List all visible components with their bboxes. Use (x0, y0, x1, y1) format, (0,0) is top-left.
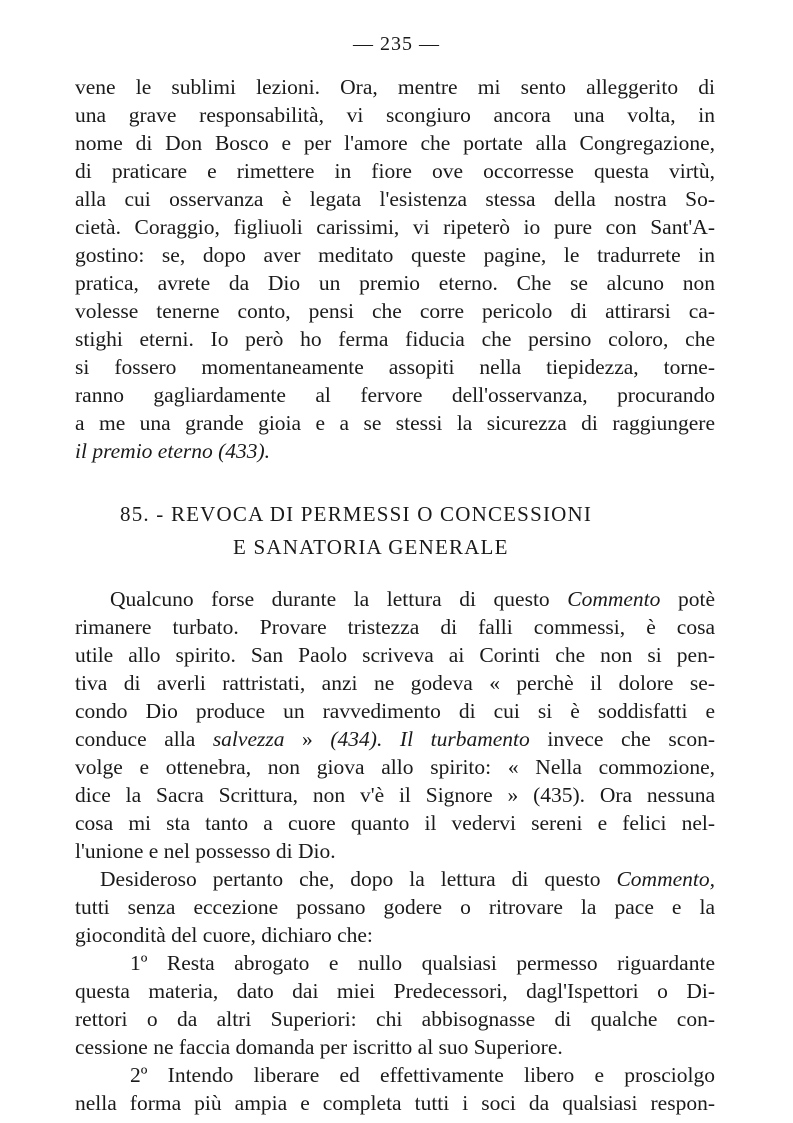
text-line: gostino: se, dopo aver meditato queste pagine, le tradurrete in (75, 243, 715, 267)
text-line: volge e ottenebra, non giova allo spirito: « Nella commozione, (75, 755, 715, 779)
text-line: nella forma più ampia e completa tutti i soci da qualsiasi respon- (75, 1091, 715, 1115)
text-line: nome di Don Bosco e per l'amore che portate alla Congregazione, (75, 131, 715, 155)
text-line: volesse tenerne conto, pensi che corre pericolo di attirarsi ca- (75, 299, 715, 323)
text-line: rettori o da altri Superiori: chi abbisognasse di qualche con- (75, 1007, 715, 1031)
text-line: si fossero momentaneamente assopiti nella tiepidezza, torne- (75, 355, 715, 379)
page-number: — 235 — (353, 33, 440, 55)
section-heading: 85. - REVOCA DI PERMESSI O CONCESSIONI (120, 502, 593, 526)
text-line: pratica, avrete da Dio un premio eterno. Che se alcuno non (75, 271, 715, 295)
text-line: utile allo spirito. San Paolo scriveva ai Corinti che non si pen- (75, 643, 715, 667)
text-line: cosa mi sta tanto a cuore quanto il vedervi sereni e felici nel- (75, 811, 715, 835)
text-line: cietà. Coraggio, figliuoli carissimi, vi ripeterò io pure con Sant'A- (75, 215, 715, 239)
text-line: 2º Intendo liberare ed effettivamente libero e prosciolgo (130, 1063, 715, 1087)
text-line: di praticare e rimettere in fiore ove occorresse questa virtù, (75, 159, 715, 183)
text-line: il premio eterno (433). (75, 439, 271, 463)
text-line: tutti senza eccezione possano godere o ritrovare la pace e la (75, 895, 715, 919)
text-line: tiva di averli rattristati, anzi ne godeva « perchè il dolore se- (75, 671, 715, 695)
text-line: alla cui osservanza è legata l'esistenza stessa della nostra So- (75, 187, 715, 211)
text-line: Qualcuno forse durante la lettura di questo Commento potè (110, 587, 715, 611)
text-line: dice la Sacra Scrittura, non v'è il Signore » (435). Ora nessuna (75, 783, 715, 807)
text-line: stighi eterni. Io però ho ferma fiducia che persino coloro, che (75, 327, 715, 351)
text-line: rimanere turbato. Provare tristezza di falli commessi, è cosa (75, 615, 715, 639)
section-heading-continued: E SANATORIA GENERALE (233, 535, 509, 559)
text-line: una grave responsabilità, vi scongiuro ancora una volta, in (75, 103, 715, 127)
text-line: condo Dio produce un ravvedimento di cui si è soddisfatti e (75, 699, 715, 723)
text-line: a me una grande gioia e a se stessi la sicurezza di raggiungere (75, 411, 715, 435)
text-line: conduce alla salvezza » (434). Il turbamento invece che scon- (75, 727, 715, 751)
text-line: questa materia, dato dai miei Predecessori, dagl'Ispettori o Di- (75, 979, 715, 1003)
text-line: giocondità del cuore, dichiaro che: (75, 923, 373, 947)
text-line: ranno gagliardamente al fervore dell'osservanza, procurando (75, 383, 715, 407)
text-line: 1º Resta abrogato e nullo qualsiasi permesso riguardante (130, 951, 715, 975)
text-line: Desideroso pertanto che, dopo la lettura di questo Commento, (100, 867, 715, 891)
text-line: cessione ne faccia domanda per iscritto al suo Superiore. (75, 1035, 563, 1059)
text-line: l'unione e nel possesso di Dio. (75, 839, 336, 863)
text-line: vene le sublimi lezioni. Ora, mentre mi sento alleggerito di (75, 75, 715, 99)
